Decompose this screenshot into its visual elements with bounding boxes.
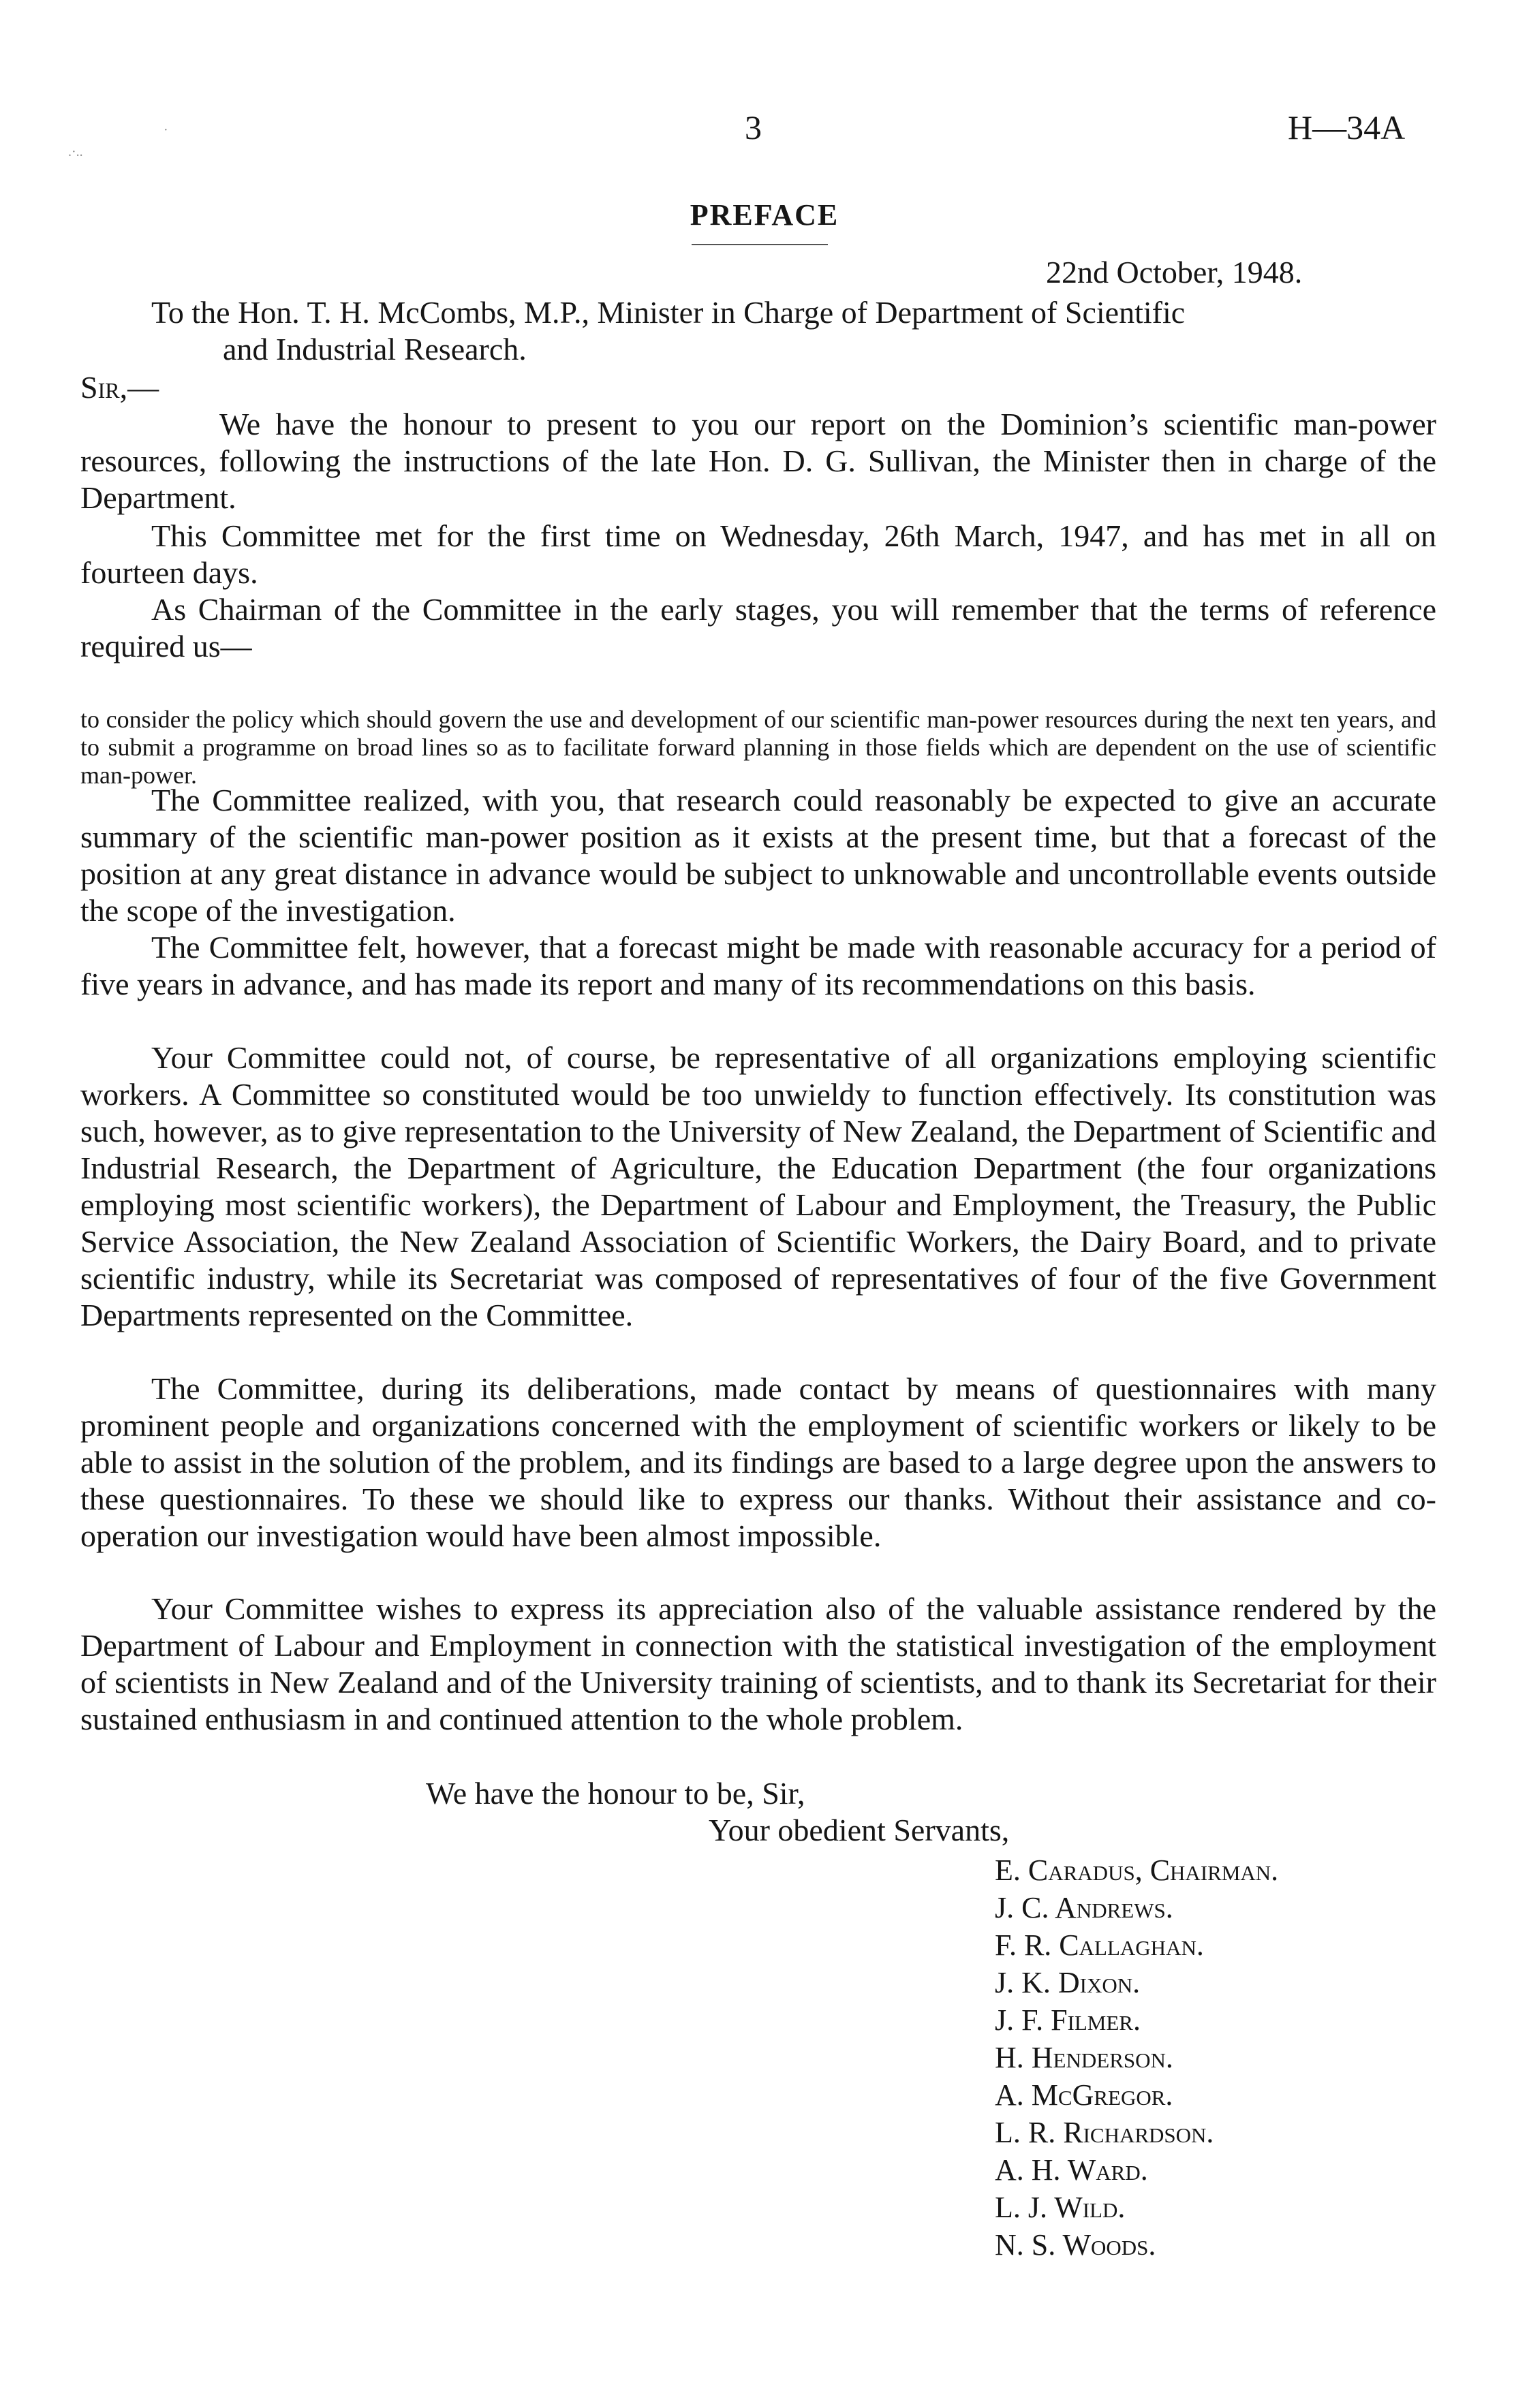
salutation: Sir,— bbox=[80, 370, 159, 405]
signatory: J. K. Dixon. bbox=[995, 1966, 1141, 1999]
signatory: J. C. Andrews. bbox=[995, 1891, 1173, 1924]
letter-date: 22nd October, 1948. bbox=[1046, 255, 1303, 290]
signatory: N. S. Woods. bbox=[995, 2228, 1156, 2262]
closing-line-2: Your obedient Servants, bbox=[709, 1813, 1010, 1847]
paragraph-3: As Chairman of the Committee in the early stages, you will remember that the terms of reference required us— bbox=[80, 592, 1436, 663]
signatory: J. F. Filmer. bbox=[995, 2003, 1141, 2037]
signatory: H. Henderson. bbox=[995, 2041, 1173, 2074]
addressee-line-2: and Industrial Research. bbox=[223, 332, 527, 366]
signatory-list bbox=[995, 1851, 1278, 2264]
signatory: E. Caradus, Chairman. bbox=[995, 1854, 1279, 1887]
paragraph-8: Your Committee wishes to express its appreciation also of the valuable assistance rendered by the Department of Labour and Employment in connection with the statistical investigation of the employment of scientists in New Zealand and of the University training of scientists, and to thank its Secretariat for their sustained enthusiasm in and continued attention to the whole problem. bbox=[80, 1591, 1436, 1736]
document-code: H—34A bbox=[1288, 108, 1406, 146]
paragraph-6: Your Committee could not, of course, be representative of all organizations employing scientific workers. A Committee so constituted would be too unwieldy to function effectively. Its constitution was such, however, as to give representation to the University of New Zealand, the Department of Scientific and Industrial Research, the Department of Agriculture, the Education Department (the four organizations employing most scientific workers), the Department of Labour and Employment, the Treasury, the Public Service Association, the New Zealand Association of Scientific Workers, the Dairy Board, and to private scientific industry, while its Secretariat was composed of representatives of four of the five Government Departments represented on the Committee. bbox=[80, 1040, 1436, 1332]
paragraph-1: We have the honour to present to you our report on the Dominion’s scientific man-power resources, following the instructions of the late Hon. D. G. Sullivan, the Minister then in charge of the Department. bbox=[80, 407, 1436, 515]
title-underline bbox=[692, 244, 828, 245]
signatory: A. H. Ward. bbox=[995, 2153, 1148, 2187]
signatory: L. R. Richardson. bbox=[995, 2116, 1214, 2149]
addressee-line-1: To the Hon. T. H. McCombs, M.P., Minister in Charge of Department of Scientific bbox=[151, 295, 1186, 330]
page-title: PREFACE bbox=[690, 198, 839, 232]
paragraph-5: The Committee felt, however, that a forecast might be made with reasonable accuracy for a period of five years in advance, and has made its report and many of its recommendations on this basis. bbox=[80, 930, 1436, 1001]
paragraph-2: This Committee met for the first time on Wednesday, 26th March, 1947, and has met in all on fourteen days. bbox=[80, 518, 1436, 590]
scan-speck: .·.. bbox=[68, 144, 83, 159]
scan-speck: · bbox=[164, 123, 168, 138]
terms-of-reference-quote: to consider the policy which should govern the use and development of our scientific man-power resources during the next ten years, and to submit a programme on broad lines so as to facilitate forward planning in those fields which are dependent on the use of scientific man-power. bbox=[80, 706, 1436, 789]
signatory: A. McGregor. bbox=[995, 2078, 1173, 2112]
paragraph-4: The Committee realized, with you, that research could reasonably be expected to give an accurate summary of the scientific man-power position as it exists at the present time, but that a forecast of the position at any great distance in advance would be subject to unknowable and uncontrollable events outside the scope of the investigation. bbox=[80, 783, 1436, 928]
page-number: 3 bbox=[745, 108, 762, 146]
signatory: L. J. Wild. bbox=[995, 2191, 1126, 2224]
signatory: F. R. Callaghan. bbox=[995, 1928, 1204, 1962]
paragraph-7: The Committee, during its deliberations, made contact by means of questionnaires with many prominent people and organizations concerned with the employment of scientific workers or likely to be able to assist in the solution of the problem, and its findings are based to a large degree upon the answers to these questionnaires. To these we should like to express our thanks. Without their assistance and co-operation our investigation would have been almost impossible. bbox=[80, 1371, 1436, 1553]
closing-line-1: We have the honour to be, Sir, bbox=[426, 1776, 805, 1811]
